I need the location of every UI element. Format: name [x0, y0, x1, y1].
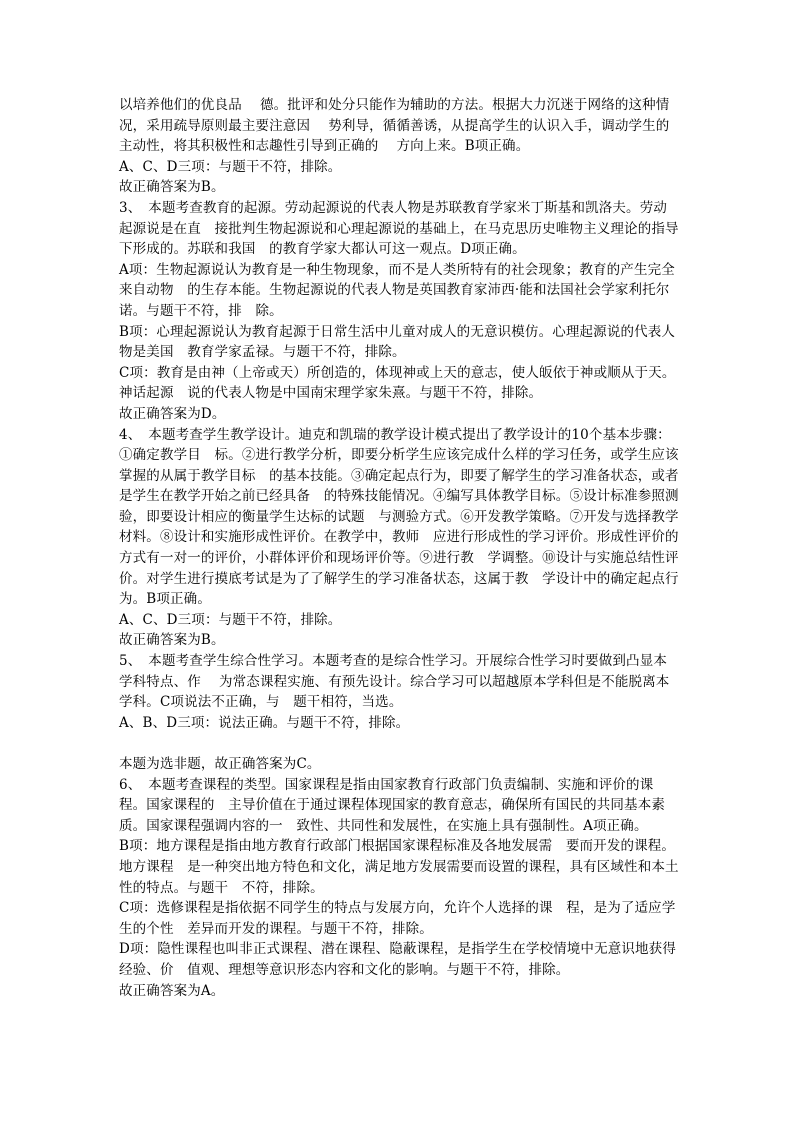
- paragraph-q3-option-a: A项：生物起源说认为教育是一种生物现象，而不是人类所特有的社会现象；教育的产生完全来自动物 的生存本能。生物起源说的代表人物是英国教育家沛西·能和法国社会学家利托尔诺。与题干不符，排 除。: [119, 261, 675, 319]
- paragraph-intro-continuation: 以培养他们的优良品 德。批评和处分只能作为辅助的方法。根据大力沉迷于网络的这种情况，采用疏导原则最主要注意因 势利导，循循善诱，从提高学生的认识入手，调动学生的主动性，将其积极性和志趣性引导到正确的 方向上来。B项正确。: [119, 97, 670, 155]
- paragraph-q3-answer: 故正确答案为D。: [119, 405, 226, 422]
- paragraph-q5-answer: 本题为选非题，故正确答案为C。: [119, 756, 321, 772]
- paragraph-q2-acd-options: A、C、D三项：与题干不符，排除。: [119, 158, 342, 175]
- paragraph-q5-abd-options: A、B、D三项：说法正确。与题干不符，排除。: [119, 714, 410, 731]
- paragraph-q6-answer: 故正确答案为A。: [119, 982, 225, 999]
- paragraph-q4-answer: 故正确答案为B。: [119, 632, 225, 649]
- paragraph-q6-option-c: C项：选修课程是指依据不同学生的特点与发展方向，允许个人选择的课 程，是为了适应学生的个性 差异而开发的课程。与题干不符，排除。: [119, 900, 676, 937]
- paragraph-q3-option-b: B项：心理起源说认为教育起源于日常生活中儿童对成人的无意识模仿。心理起源说的代表人物是美国 教育学家孟禄。与题干不符，排除。: [119, 323, 676, 361]
- paragraph-q3-explanation: 3、 本题考查教育的起源。劳动起源说的代表人物是苏联教育学家米丁斯基和凯洛夫。劳动起源说是在直 接批判生物起源说和心理起源说的基础上，在马克思历史唯物主义理论的指导下形成的。苏联和我国 的教育学家大都认可这一观点。D项正确。: [119, 199, 679, 258]
- paragraph-q2-answer: 故正确答案为B。: [119, 179, 225, 196]
- paragraph-q4-explanation: 4、 本题考查学生教学设计。迪克和凯瑞的教学设计模式提出了教学设计的10个基本步骤：①确定教学目 标。②进行教学分析，即要分析学生应该完成什么样的学习任务，或学生应该掌握的从属于教学目标 的基本技能。③确定起点行为，即要了解学生的学习准备状态，或者是学生在教学开始之前已经具备 的特殊技能情况。④编写具体教学目标。⑤设计标准参照测验，即要设计相应的衡量学生达标的试题 与测验方式。⑥开发教学策略。⑦开发与选择教学材料。⑧设计和实施形成性评价。在教学中，教师 应进行形成性的学习评价。形成性评价的方式有一对一的评价，小群体评价和现场评价等。⑨进行教 学调整。⑩设计与实施总结性评价。对学生进行摸底考试是为了了解学生的学习准备状态，这属于教 学设计中的确定起点行为。B项正确。: [119, 426, 679, 608]
- answer-explanations: [119, 95, 679, 1001]
- paragraph-q4-acd-options: A、C、D三项：与题干不符，排除。: [119, 611, 342, 628]
- paragraph-q6-option-d: D项：隐性课程也叫非正式课程、潜在课程、隐蔽课程，是指学生在学校情境中无意识地获得经验、价 值观、理想等意识形态内容和文化的影响。与题干不符，排除。: [119, 941, 676, 978]
- paragraph-q3-option-c: C项：教育是由神（上帝或天）所创造的，体现神或上天的意志，使人皈依于神或顺从于天。神话起源 说的代表人物是中国南宋理学家朱熹。与题干不符，排除。: [119, 364, 676, 402]
- blank-line: [119, 733, 679, 754]
- paragraph-q6-explanation: 6、 本题考查课程的类型。国家课程是指由国家教育行政部门负责编制、实施和评价的课程。国家课程的 主导价值在于通过课程体现国家的教育意志，确保所有国民的共同基本素质。国家课程强调内容的一 致性、共同性和发展性，在实施上具有强制性。A项正确。: [119, 776, 665, 834]
- paragraph-q5-explanation: 5、 本题考查学生综合性学习。本题考查的是综合性学习。开展综合性学习时要做到凸显本学科特点、作 为常态课程实施、有预先设计。综合学习可以超越原本学科但是不能脱离本学科。C项说法不正确，与 题干相符，当选。: [119, 653, 670, 711]
- paragraph-q6-option-b: B项：地方课程是指由地方教育行政部门根据国家课程标准及各地发展需 要而开发的课程。地方课程 是一种突出地方特色和文化，满足地方发展需要而设置的课程，具有区域性和本土性的特点。与题干 不符，排除。: [119, 838, 679, 896]
